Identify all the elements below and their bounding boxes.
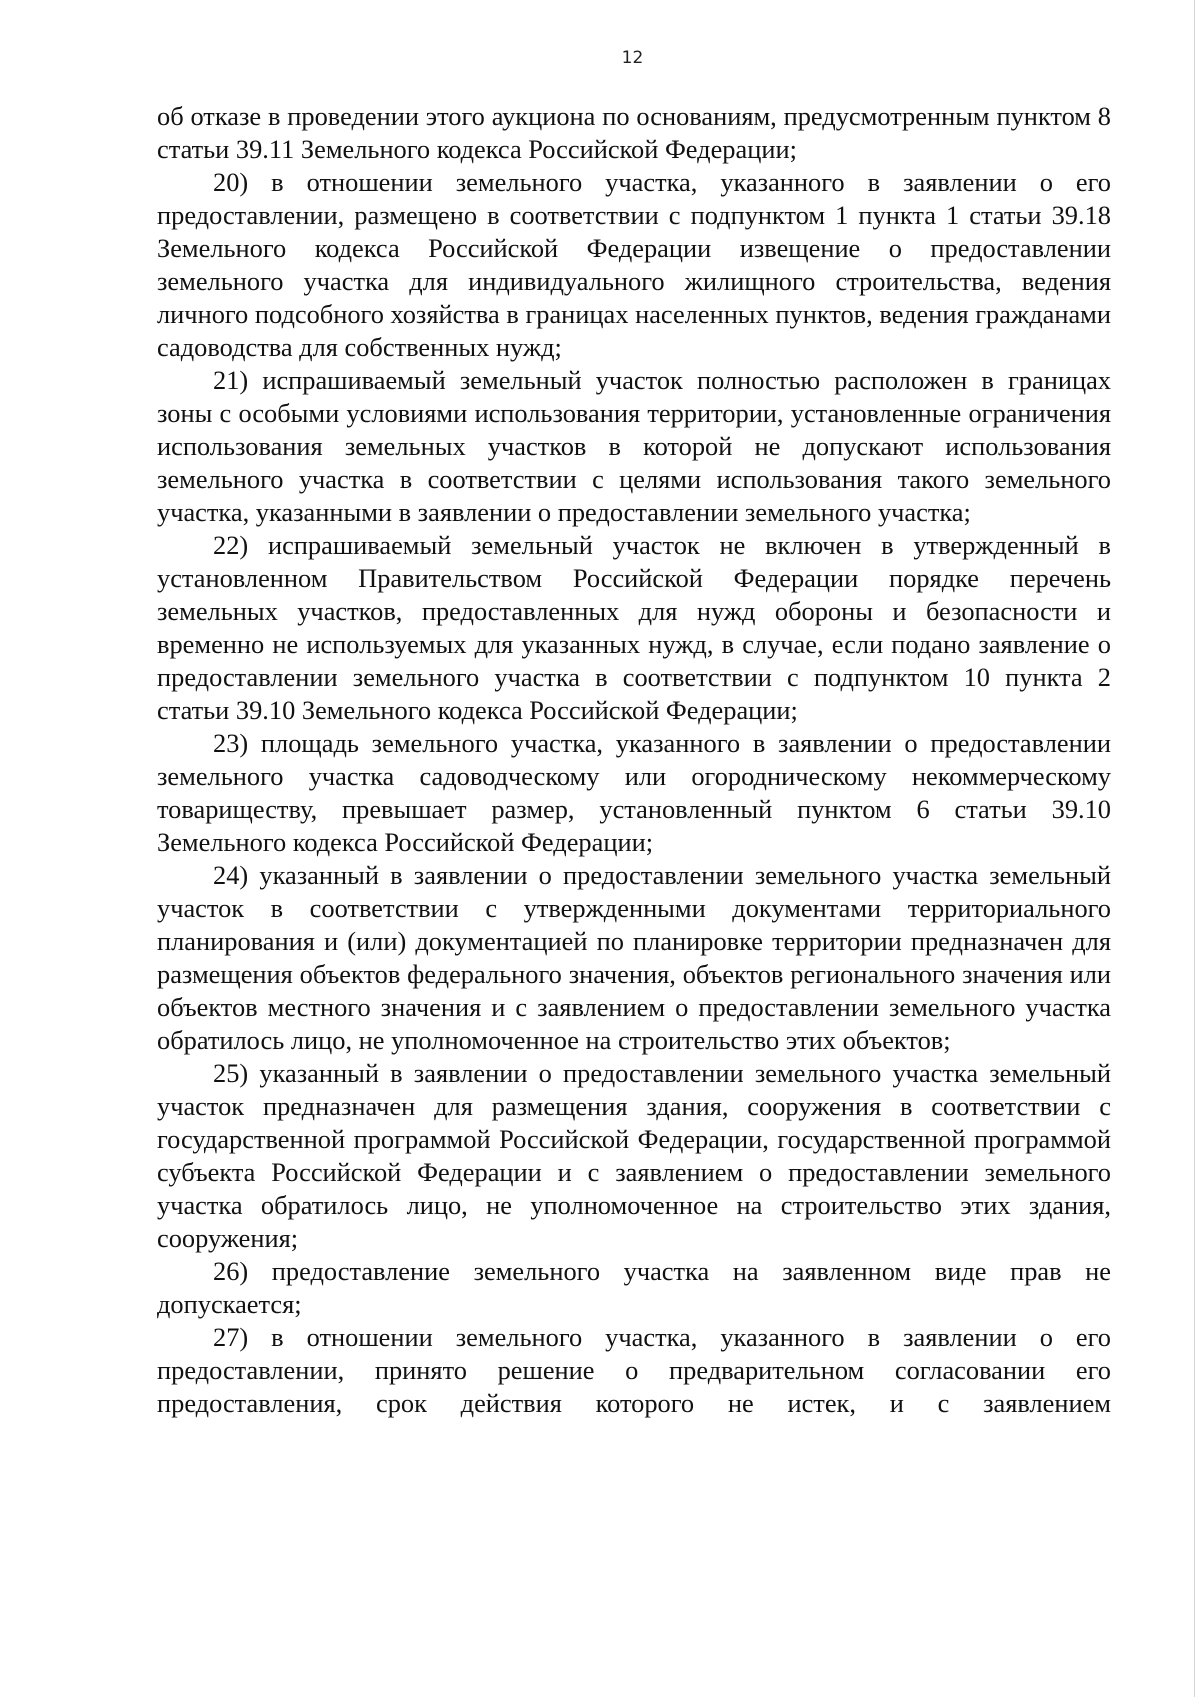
paragraph-continuation: об отказе в проведении этого аукциона по основаниям, предусмотренным пунктом 8 статьи 39.11 Земельного кодекса Российской Федерации; [157, 101, 1111, 164]
paragraph-item-25: 25) указанный в заявлении о предоставлении земельного участка земельный участок предназначен для размещения здания, сооружения в соответствии с государственной программой Российской Федерации, государственной программой субъекта Российской Федерации и с заявлением о предоставлении земельного участка обратилось лицо, не уполномоченное на строительство этих здания, сооружения; [157, 1058, 1111, 1253]
paragraph-item-23: 23) площадь земельного участка, указанного в заявлении о предоставлении земельного участка садоводческому или огородническому некоммерческому товариществу, превышает размер, установленный пунктом 6 статьи 39.10 Земельного кодекса Российской Федерации; [157, 728, 1111, 857]
paragraph-item-26: 26) предоставление земельного участка на заявленном виде прав не допускается; [157, 1256, 1111, 1319]
paragraph-item-21: 21) испрашиваемый земельный участок полностью расположен в границах зоны с особыми условиями использования территории, установленные ограничения использования земельных участков в которой не допускают использования земельного участка в соответствии с целями использования такого земельного участка, указанными в заявлении о предоставлении земельного участка; [157, 365, 1111, 527]
paragraph-item-22: 22) испрашиваемый земельный участок не включен в утвержденный в установленном Правительством Российской Федерации порядке перечень земельных участков, предоставленных для нужд обороны и безопасности и временно не используемых для указанных нужд, в случае, если подано заявление о предоставлении земельного участка в соответствии с подпунктом 10 пункта 2 статьи 39.10 Земельного кодекса Российской Федерации; [157, 530, 1111, 725]
paragraph-item-24: 24) указанный в заявлении о предоставлении земельного участка земельный участок в соответствии с утвержденными документами территориального планирования и (или) документацией по планировке территории предназначен для размещения объектов федерального значения, объектов регионального значения или объектов местного значения и с заявлением о предоставлении земельного участка обратилось лицо, не уполномоченное на строительство этих объектов; [157, 860, 1111, 1055]
page-edge-line [1194, 0, 1195, 1697]
page-number: 12 [621, 48, 644, 68]
paragraph-item-20: 20) в отношении земельного участка, указанного в заявлении о его предоставлении, размещено в соответствии с подпунктом 1 пункта 1 статьи 39.18 Земельного кодекса Российской Федерации извещение о предоставлении земельного участка для индивидуального жилищного строительства, ведения личного подсобного хозяйства в границах населенных пунктов, ведения гражданами садоводства для собственных нужд; [157, 167, 1111, 362]
document-body [157, 100, 1111, 1420]
paragraph-item-27: 27) в отношении земельного участка, указанного в заявлении о его предоставлении, принято решение о предварительном согласовании его предоставления, срок действия которого не истек, и с заявлением [157, 1322, 1111, 1418]
